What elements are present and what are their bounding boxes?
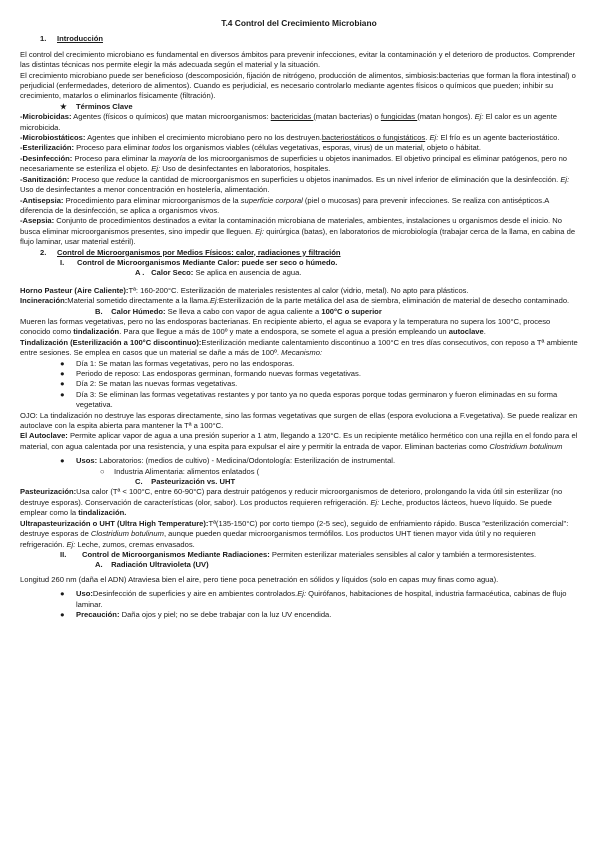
heading-control-calor: I. Control de Microorganismos Mediante Calor: puede ser seco o húmedo.	[60, 257, 338, 267]
term-desinfeccion: -Desinfección: Proceso para eliminar la mayoría de los microorganismos de superficies u objetos inanimados. El objetivo principal es eliminar patógenos, pero no necesariamente se esteriliza el objeto. Ej: Uso de desinfectantes en laboratorios, hospitales.	[20, 153, 568, 174]
term-sanitizacion: -Sanitización: Proceso que reduce la cantidad de microorganismos en superficies u objetos inanimados. Es un nivel inferior de eliminación que la desinfección. Ej: Uso de desinfectantes a menor concentración en hostelería, alimentación.	[20, 174, 570, 195]
bullet-icon: ●	[60, 456, 65, 466]
heading-pasteurizacion-vs-uht: C. Pasteurización vs. UHT	[135, 477, 236, 487]
pasteurizacion: Pasteurización:Usa calor (Tª < 100°C, entre 60-90°C) para destruir patógenos y reducir microorganismos de deterioro, prolongando la vida útil sin esterilizar (no destruye esporas). Conservación de características (olor, sabor). Los productos requieren refrigeración. Ej: Leche, productos lácteos, huevo líquido. Se puede emplear como la tindalización.	[20, 487, 563, 518]
autoclave: El Autoclave: Permite aplicar vapor de agua a una presión superior a 1 atm, llegando a 120°C. Es un recipiente metálico hermético con una rejilla en el fondo para el material, con agua calentada por una resistencia, y una espita para expulsar el aire y permitir la entrada de vapor. Eliminan bacterias como Clostridium botulinum	[20, 431, 578, 451]
heading-control-radiaciones: II. Control de Microorganismos Mediante Radiaciones: Permiten esterilizar materiales sensibles al calor y también a termoresistentes.	[60, 549, 537, 559]
uv-uso-item: ● Uso:Desinfección de superficies y aire en ambientes controlados.Ej: Quirófanos, habitaciones de hospital, industria farmacéutica, cabinas de flujo laminar.	[60, 589, 567, 609]
term-esterilizacion: -Esterilización: Proceso para eliminar todos los organismos viables (células vegetativas, esporas, virus) de un material, objeto o hábitat.	[20, 143, 481, 153]
term-microbicidas: -Microbicidas: Agentes (físicos o químicos) que matan microorganismos: bactericidas (matan bacterias) o fungicidas (matan hongos). Ej: El calor es un agente microbicida.	[20, 112, 557, 132]
bullet-icon: ●	[60, 369, 65, 378]
terminos-clave-heading: ★ Términos Clave	[60, 101, 133, 111]
bullet-icon: ●	[60, 609, 65, 619]
heading-calor-seco: A . Calor Seco: Se aplica en ausencia de agua.	[135, 268, 302, 278]
usos-item: ● Usos: Laboratorios: (medios de cultivo) - Medicina/Odontología: Esterilización de instrumental.	[60, 456, 396, 466]
calor-humedo-text: Mueren las formas vegetativas, pero no las endosporas bacterianas. En recipiente abierto, el agua se evapora y la temperatura no supera los 100°C, proceso conocido como tindalización. Para que llegue a más de 100º y mate a endospora, se somete el agua a presión empleando un autoclave.	[20, 316, 551, 337]
usos-subitem: ○ Industria Alimentaria: alimentos enlatados (	[100, 466, 260, 476]
heading-calor-humedo: B. Calor Húmedo: Se lleva a cabo con vapor de agua caliente a 100°C o superior	[95, 306, 382, 316]
uv-precaucion-item: ● Precaución: Daña ojos y piel; no se debe trabajar con la luz UV encendida.	[60, 609, 332, 619]
term-antisepsia: -Antisepsia: Procedimiento para eliminar microorganismos de la superficie corporal (piel o mucosas) para prevenir infecciones. Se realiza con antisépticos.A diferencia de la desinfección, se aplica a organismos vivos.	[20, 195, 549, 215]
bullet-icon: ●	[60, 358, 65, 368]
list-item: ● Día 2: Se matan las nuevas formas vegetativas.	[60, 379, 238, 389]
heading-radiacion-uv: A. Radiación Ultravioleta (UV)	[95, 560, 209, 570]
section-introduccion: 1. Introducción	[40, 34, 103, 44]
document-title: T.4 Control del Crecimiento Microbiano	[221, 18, 377, 28]
tindalizacion: Tindalización (Esterilización a 100°C discontinuo):Esterilización mediante calentamiento discontinuo a 100°C en tres días consecutivos, con reposo a Tª ambiente entre sesiones. Se emplea en casos que un material se dañe a más de 100º. Mecanismo:	[20, 337, 578, 358]
list-item: ● Periodo de reposo: Las endosporas germinan, formando nuevas formas vegetativas.	[60, 369, 361, 378]
intro-paragraph-1: El control del crecimiento microbiano es fundamental en diversos ámbitos para prevenir infecciones, evitar la contaminación y el deterioro de productos. Comprender las distintas técnicas nos permite elegir la más adecuada según el material y la situación.	[20, 49, 576, 70]
list-item: ● Día 1: Se matan las formas vegetativas, pero no las endosporas.	[60, 358, 295, 368]
term-microbiostaticos: -Microbiostáticos: Agentes que inhiben el crecimiento microbiano pero no los destruyen.bacteriostáticos o fungistáticos. Ej: El frío es un agente bacteriostático.	[20, 133, 560, 143]
list-item: ● Día 3: Se eliminan las formas vegetativas restantes y por tanto ya no queda esporas porque todas germinaron y fueron eliminadas en su forma vegetativa.	[60, 389, 558, 410]
bullet-icon: ●	[60, 379, 65, 389]
term-asepsia: -Asepsia: Conjunto de procedimientos destinados a evitar la contaminación microbiana de materiales, ambientes, instalaciones u organismos desde el inicio. No busca eliminar microorganismos presentes, sino impedir que lleguen. Ej: quirúrgica (batas), en laboratorios de microbiología (trabajar cerca de la llama, en cabina de flujo laminar, usar material estéril).	[20, 216, 576, 247]
star-icon: ★	[60, 101, 67, 111]
bullet-icon: ●	[60, 389, 65, 399]
ojo-note: OJO: La tindalización no destruye las esporas directamente, sino las formas vegetativas que surgen de ellas (espora evoluciona a F.vegetativa). Se puede realizar en autoclave con la espita abierta para mantener la Tª a 100°C.	[20, 410, 578, 431]
incineracion: Incineración:Material sometido directamente a la llama.Ej:Esterilización de la parte metálica del asa de siembra, eliminación de material de desecho contaminado.	[20, 296, 570, 306]
ultrapasteurizacion: Ultrapasteurización o UHT (Ultra High Temperature):Tª(135-150°C) por corto tiempo (2-5 sec), seguido de enfriamiento rápido. Busca "esterilización comercial": destruye esporas de Clostridium botulinum, aunque pueden quedar microorganismos termófilos. Los productos UHT tienen mayor vida útil y no requieren refrigeración. Ej: Leche, zumos, cremas envasados.	[20, 518, 569, 549]
section-medios-fisicos: 2. Control de Microorganismos por Medios Físicos: calor, radiaciones y filtración	[40, 247, 341, 257]
intro-paragraph-2: El crecimiento microbiano puede ser beneficioso (descomposición, fijación de nitrógeno, producción de alimentos, simbiosis:bacterias que forman la flora intestinal) o perjudicial (enfermedades, deterioro de alimentos). Cuando es perjudicial, es necesario controlarlo mediante agentes físicos o químicos que pueden; inhibir su crecimiento, matarlos o eliminarlos físicamente (filtración).	[20, 70, 576, 101]
uv-text: Longitud 260 nm (daña el ADN) Atraviesa bien el aire, pero tiene poca penetración en sólidos y líquidos (solo en capas muy finas como agua).	[20, 574, 499, 584]
circle-bullet-icon: ○	[100, 466, 105, 476]
horno-pasteur: Horno Pasteur (Aire Caliente):Tª: 160-200°C. Esterilización de materiales resistentes al calor (vidrio, metal). No apto para plásticos.	[20, 285, 469, 295]
bullet-icon: ●	[60, 589, 65, 599]
